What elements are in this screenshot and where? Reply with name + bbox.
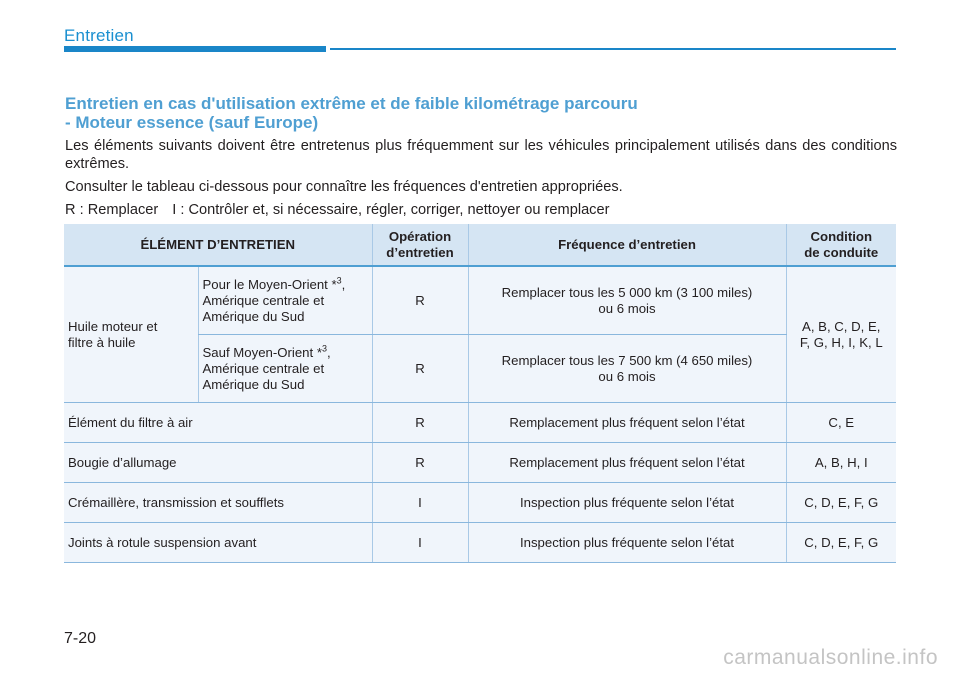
oil-region-cell: [198, 266, 372, 335]
table-row: [64, 443, 896, 483]
item-cell: Bougie d’allumage: [64, 443, 372, 483]
oil-frequency-line-2: ou 6 mois: [598, 368, 656, 384]
oil-condition-cell: [786, 266, 896, 403]
frequency-cell: Remplacement plus fréquent selon l’état: [468, 443, 786, 483]
oil-frequency-cell: [468, 335, 786, 403]
section-title: Entretien: [64, 26, 134, 45]
oil-operation-cell: R: [372, 266, 468, 335]
condition-cell: C, D, E, F, G: [786, 483, 896, 523]
watermark: carmanualsonline.info: [723, 646, 938, 669]
oil-item-line-2: filtre à huile: [68, 334, 136, 350]
oil-frequency-cell: [468, 266, 786, 335]
condition-cell: C, E: [786, 403, 896, 443]
oil-region-line-3: Amérique du Sud: [202, 308, 305, 324]
oil-region-line-1: Sauf Moyen-Orient *$^3$,: [202, 343, 331, 360]
oil-condition-line-1: A, B, C, D, E,: [802, 318, 881, 334]
header-rule-thick: [64, 46, 326, 52]
item-cell: Élément du filtre à air: [64, 403, 372, 443]
header-operation-line-2: d’entretien: [386, 244, 454, 260]
table-row: [64, 266, 896, 335]
oil-condition-line-2: F, G, H, I, K, L: [799, 334, 883, 350]
page-heading: [65, 94, 905, 132]
legend-replace: R : Remplacer: [65, 202, 159, 218]
table-row: [64, 483, 896, 523]
oil-frequency-line-1: Remplacer tous les 7 500 km (4 650 miles): [501, 352, 753, 368]
maintenance-table: [64, 224, 896, 563]
operation-cell: I: [372, 483, 468, 523]
oil-item-line-1: Huile moteur et: [68, 318, 158, 334]
condition-cell: C, D, E, F, G: [786, 523, 896, 563]
header-condition: [786, 224, 896, 266]
item-cell: Joints à rotule suspension avant: [64, 523, 372, 563]
operation-cell: I: [372, 523, 468, 563]
frequency-cell: Inspection plus fréquente selon l’état: [468, 523, 786, 563]
table-header-row: [64, 224, 896, 266]
header-condition-line-2: de conduite: [804, 244, 879, 260]
intro-paragraph-2: Consulter le tableau ci-dessous pour connaître les fréquences d'entretien appropriées.: [65, 179, 623, 195]
frequency-cell: Inspection plus fréquente selon l’état: [468, 483, 786, 523]
operation-cell: R: [372, 443, 468, 483]
header-item: ÉLÉMENT D’ENTRETIEN: [64, 224, 372, 266]
oil-region-line-2: Amérique centrale et: [202, 360, 325, 376]
table-row: [64, 403, 896, 443]
oil-region-line-2: Amérique centrale et: [202, 292, 325, 308]
frequency-cell: Remplacement plus fréquent selon l’état: [468, 403, 786, 443]
oil-frequency-line-2: ou 6 mois: [598, 300, 656, 316]
intro-text: [65, 137, 897, 224]
heading-line-1: Entretien en cas d'utilisation extrême et de faible kilométrage parcouru: [65, 94, 638, 113]
table-row: [64, 523, 896, 563]
oil-operation-cell: R: [372, 335, 468, 403]
header-frequency: Fréquence d’entretien: [468, 224, 786, 266]
oil-region-cell: [198, 335, 372, 403]
header-operation-line-1: Opération: [388, 228, 452, 244]
legend-line: [65, 201, 897, 219]
page-number: 7-20: [64, 630, 97, 647]
header-operation: [372, 224, 468, 266]
header-rule-thin: [330, 48, 896, 50]
intro-paragraph-1: Les éléments suivants doivent être entretenus plus fréquemment sur les véhicules principalement utilisés dans des conditions extrêmes.: [65, 138, 897, 172]
condition-cell: A, B, H, I: [786, 443, 896, 483]
operation-cell: R: [372, 403, 468, 443]
heading-line-2: - Moteur essence (sauf Europe): [65, 113, 319, 132]
legend-inspect: I : Contrôler et, si nécessaire, régler, corriger, nettoyer ou remplacer: [172, 202, 610, 218]
oil-region-line-1: Pour le Moyen-Orient *$^3$,: [202, 275, 346, 292]
oil-region-line-3: Amérique du Sud: [202, 376, 305, 392]
oil-frequency-line-1: Remplacer tous les 5 000 km (3 100 miles): [501, 284, 753, 300]
oil-item-cell: [64, 266, 198, 403]
item-cell: Crémaillère, transmission et soufflets: [64, 483, 372, 523]
header-condition-line-1: Condition: [810, 228, 873, 244]
